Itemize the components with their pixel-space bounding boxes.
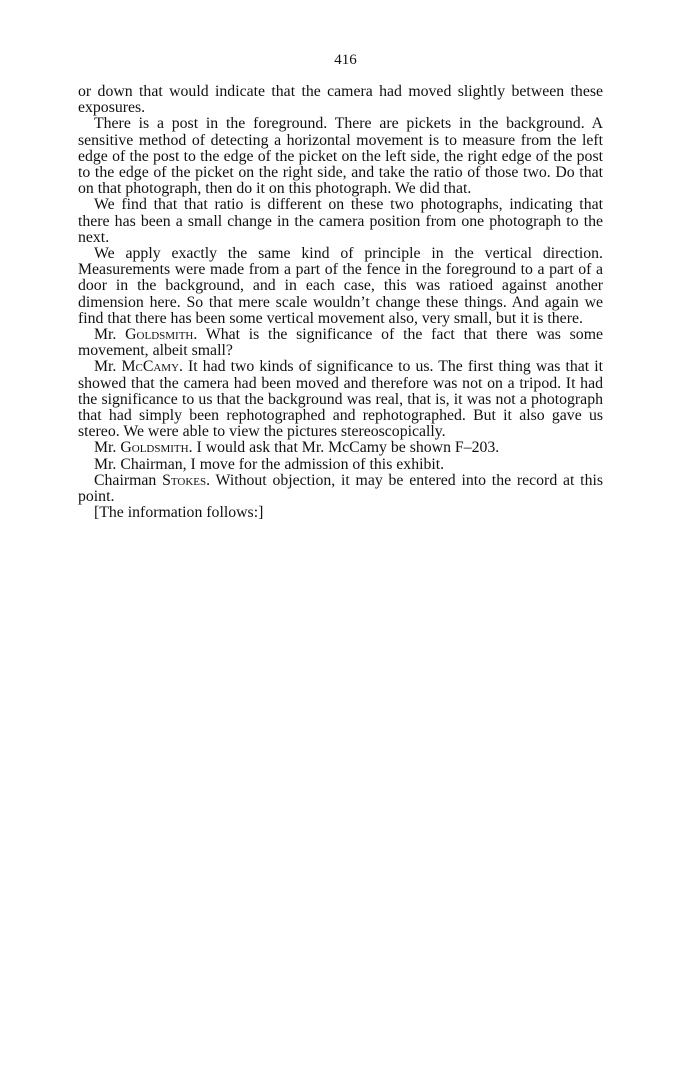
speech-text: . It had two kinds of significance to us. The first thing was that it showed that the camera had been moved and therefore was not on a tripod. It had the significance to us that the background was real, that is, it was not a photograph that had simply been rephotographed and rephotographed. But it also gave us stereo. We were able to view the pictures stereoscopically. — [78, 358, 603, 441]
speech-chairman-stokes — [78, 473, 603, 505]
paragraph-motion: Mr. Chairman, I move for the admission of this exhibit. — [94, 455, 445, 473]
body-text — [78, 84, 603, 521]
speech-text: . Without objection, it may be entered into the record at this point. — [78, 471, 603, 506]
speaker-name: Goldsmith — [120, 439, 189, 457]
speech-goldsmith-1 — [78, 327, 603, 359]
paragraph-2: There is a post in the foreground. There are pickets in the background. A sensitive method of detecting a horizontal movement is to measure from the left edge of the post to the edge of the picket on the left side, the right edge of the post to the edge of the picket on the right side, and take the ratio of those two. Do that on that photograph, then do it on this photograph. We did that. — [78, 115, 603, 198]
speaker-prefix: Mr. — [94, 439, 121, 457]
page-number: 416 — [334, 52, 357, 68]
speaker-name: Goldsmith — [125, 326, 194, 344]
speaker-name: Stokes — [162, 471, 207, 489]
paragraph-1: or down that would indicate that the camera had moved slightly between these exposures. — [78, 83, 603, 117]
speaker-prefix: Mr. — [94, 358, 122, 376]
speaker-prefix: Mr. — [94, 326, 126, 344]
speaker-prefix: Chairman — [94, 471, 163, 489]
paragraph-4: We apply exactly the same kind of principle in the vertical direction. Measurements were made from a part of the fence in the foreground to a part of a door in the background, and in each case, this was ratioed against another dimension here. So that mere scale wouldn’t change these things. And again we find that there has been some vertical movement also, very small, but it is there. — [78, 245, 603, 327]
speech-text: . I would ask that Mr. McCamy be shown F–203. — [188, 439, 500, 457]
paragraph-3: We find that that ratio is different on these two photographs, indicating that there has been a small change in the camera position from one photograph to the next. — [78, 196, 603, 246]
speech-mccamy — [78, 359, 603, 440]
speaker-name: McCamy — [121, 358, 180, 376]
speech-goldsmith-2 — [78, 440, 603, 456]
paragraph-information-follows: [The information follows:] — [94, 504, 264, 522]
speech-text: . What is the significance of the fact that there was some movement, albeit small? — [78, 326, 603, 360]
